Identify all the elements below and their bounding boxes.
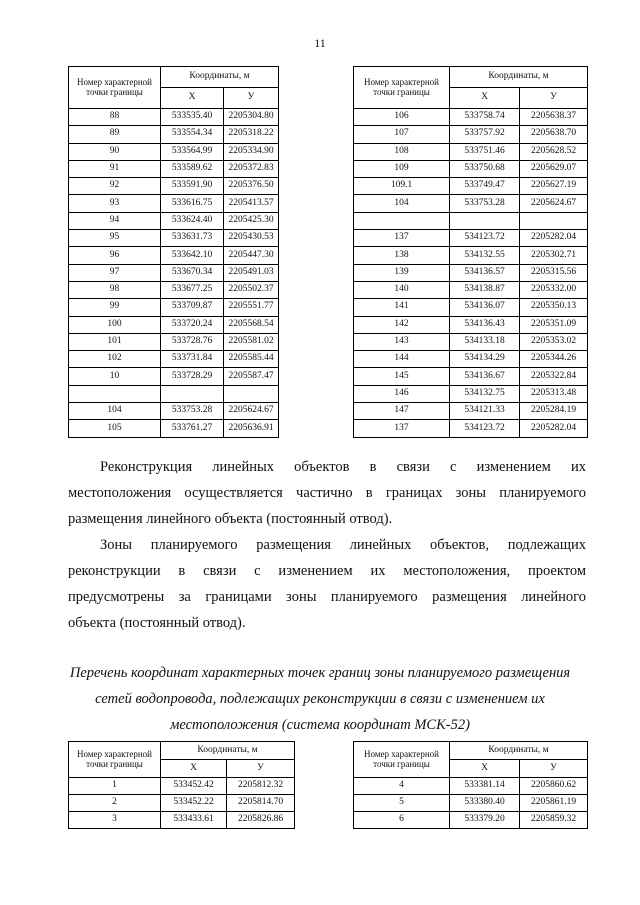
cell-x: 533728.76 [161,333,224,350]
page-number: 11 [314,36,326,50]
cell-x: 534136.57 [450,264,520,281]
cell-x: 533749.47 [450,178,520,195]
header-y: У [520,88,588,109]
cell-point: 104 [354,195,450,212]
cell-x: 533642.10 [161,247,224,264]
table-row [69,143,279,160]
cell-y [520,212,588,229]
table-row [69,333,279,350]
cell-y: 2205628.52 [520,143,588,160]
cell-y: 2205376.50 [224,178,279,195]
cell-y: 2205282.04 [520,230,588,247]
cell-y: 2205447.30 [224,247,279,264]
cell-x: 534121.33 [450,403,520,420]
paragraph-2-line: реконструкции в связи с изменением их местоположения, проектом [68,563,586,579]
cell-y: 2205282.04 [520,420,588,437]
cell-x [450,212,520,229]
cell-y: 2205304.80 [224,109,279,126]
cell-y: 2205638.70 [520,126,588,143]
header-point-number: Номер характерной точки границы [69,67,161,109]
cell-x: 533751.46 [450,143,520,160]
cell-point: 139 [354,264,450,281]
table-row [354,333,588,350]
cell-x: 534134.29 [450,351,520,368]
cell-x: 534138.87 [450,281,520,298]
header-point-number: Номер характерной точки границы [69,742,161,778]
table-row [354,316,588,333]
cell-x: 534136.67 [450,368,520,385]
cell-y: 2205636.91 [224,420,279,437]
header-point-number: Номер характерной точки границы [354,742,450,778]
cell-y: 2205861.19 [520,795,588,812]
table-row [69,264,279,281]
caption-line: местоположения (система координат МСК-52) [170,717,470,733]
cell-x: 533616.75 [161,195,224,212]
table-row [354,178,588,195]
cell-point: 137 [354,230,450,247]
cell-point: 4 [354,778,450,795]
cell-point: 143 [354,333,450,350]
table-row [354,778,588,795]
header-coordinates: Координаты, м [450,742,588,760]
cell-y: 2205551.77 [224,299,279,316]
cell-point [354,212,450,229]
cell-point: 146 [354,385,450,402]
cell-y: 2205315.56 [520,264,588,281]
table-row [69,316,279,333]
cell-y: 2205318.22 [224,126,279,143]
table-row [354,143,588,160]
paragraph-1 [68,454,586,532]
cell-point: 89 [69,126,161,143]
table-row [354,230,588,247]
cell-x: 533728.29 [161,368,224,385]
cell-x: 533631.73 [161,230,224,247]
header-x: X [450,760,520,778]
cell-point: 101 [69,333,161,350]
cell-y: 2205491.03 [224,264,279,281]
table-row [354,281,588,298]
cell-point: 88 [69,109,161,126]
cell-point: 91 [69,160,161,177]
table-row [354,212,588,229]
table-row [354,812,588,829]
cell-point: 94 [69,212,161,229]
cell-point: 99 [69,299,161,316]
cell-y: 2205638.37 [520,109,588,126]
cell-y: 2205322.84 [520,368,588,385]
table-row [69,126,279,143]
cell-point: 147 [354,403,450,420]
cell-point: 141 [354,299,450,316]
cell-y: 2205334.90 [224,143,279,160]
table-row [354,109,588,126]
cell-point: 95 [69,230,161,247]
cell-y: 2205826.86 [227,812,295,829]
table-row [354,351,588,368]
table-row [69,778,295,795]
cell-point: 90 [69,143,161,160]
header-coordinates: Координаты, м [161,67,279,88]
cell-y: 2205350.13 [520,299,588,316]
cell-y: 2205353.02 [520,333,588,350]
table-row [69,795,295,812]
table-row [69,299,279,316]
table-row [69,420,279,437]
cell-y: 2205502.37 [224,281,279,298]
cell-point: 108 [354,143,450,160]
cell-y: 2205568.54 [224,316,279,333]
table-row [69,281,279,298]
cell-x: 533750.68 [450,160,520,177]
cell-x: 533758.74 [450,109,520,126]
cell-x: 533589.62 [161,160,224,177]
paragraph-2-line: объекта (постоянный отвод). [68,615,246,631]
table-row [354,264,588,281]
table-row [69,403,279,420]
table-row [354,126,588,143]
cell-x: 533753.28 [161,403,224,420]
cell-y: 2205814.70 [227,795,295,812]
cell-x: 534132.75 [450,385,520,402]
cell-y: 2205624.67 [224,403,279,420]
cell-x: 533554.34 [161,126,224,143]
cell-y: 2205430.53 [224,230,279,247]
paragraph-1-line: местоположения осуществляется частично в границах зоны планируемого [68,485,586,501]
cell-y: 2205332.00 [520,281,588,298]
cell-y: 2205860.62 [520,778,588,795]
cell-x [161,385,224,402]
cell-x: 534133.18 [450,333,520,350]
cell-y: 2205425.30 [224,212,279,229]
cell-point: 105 [69,420,161,437]
coordinates-table-2-right [353,741,588,829]
table-row [354,420,588,437]
table-row [69,230,279,247]
cell-point: 145 [354,368,450,385]
cell-x: 533535.40 [161,109,224,126]
header-x: X [161,760,227,778]
cell-y: 2205859.32 [520,812,588,829]
paragraph-2-line: предусмотрены за границами зоны планируемого размещения линейного [68,589,586,605]
cell-x: 533761.27 [161,420,224,437]
cell-x: 533720.24 [161,316,224,333]
cell-point: 106 [354,109,450,126]
table-row [354,795,588,812]
table-row [69,385,279,402]
cell-y: 2205372.83 [224,160,279,177]
header-y: У [227,760,295,778]
cell-point: 102 [69,351,161,368]
table-row [354,299,588,316]
cell-point: 1 [69,778,161,795]
table-row [354,385,588,402]
cell-y: 2205313.48 [520,385,588,402]
cell-x: 533381.14 [450,778,520,795]
cell-x: 534136.43 [450,316,520,333]
cell-y: 2205624.67 [520,195,588,212]
cell-point: 142 [354,316,450,333]
table-row [69,195,279,212]
header-y: У [520,760,588,778]
header-x: X [161,88,224,109]
table-row [69,109,279,126]
cell-y: 2205344.26 [520,351,588,368]
cell-y: 2205581.02 [224,333,279,350]
header-coordinates: Координаты, м [161,742,295,760]
header-point-number: Номер характерной точки границы [354,67,450,109]
coordinates-table-1-left [68,66,279,438]
caption-line: сетей водопровода, подлежащих реконструкции в связи с изменением их [95,691,545,707]
cell-x: 533709.87 [161,299,224,316]
table-row [69,160,279,177]
coordinates-table-1-right [353,66,588,438]
cell-y: 2205627.19 [520,178,588,195]
cell-point: 92 [69,178,161,195]
table-row [354,247,588,264]
table-row [69,351,279,368]
paragraph-1-line: размещения линейного объекта (постоянный отвод). [68,511,393,527]
cell-y: 2205351.09 [520,316,588,333]
cell-y: 2205302.71 [520,247,588,264]
cell-x: 533591.90 [161,178,224,195]
cell-point: 109 [354,160,450,177]
cell-y [224,385,279,402]
table-row [354,403,588,420]
table-caption [40,660,600,738]
table-row [69,178,279,195]
cell-point [69,385,161,402]
cell-point: 3 [69,812,161,829]
table-row [354,195,588,212]
cell-point: 5 [354,795,450,812]
table-row [69,247,279,264]
cell-point: 107 [354,126,450,143]
cell-point: 6 [354,812,450,829]
cell-x: 533433.61 [161,812,227,829]
cell-x: 533380.40 [450,795,520,812]
table-row [69,368,279,385]
paragraph-2-line: Зоны планируемого размещения линейных объектов, подлежащих [100,537,586,553]
paragraph-2 [68,532,586,636]
cell-point: 93 [69,195,161,212]
coordinates-table-2-left [68,741,295,829]
cell-y: 2205812.32 [227,778,295,795]
cell-point: 109.1 [354,178,450,195]
caption-line: Перечень координат характерных точек границ зоны планируемого размещения [69,665,571,681]
cell-x: 533731.84 [161,351,224,368]
cell-x: 534132.55 [450,247,520,264]
table-row [354,160,588,177]
cell-x: 533757.92 [450,126,520,143]
cell-x: 533670.34 [161,264,224,281]
cell-y: 2205413.57 [224,195,279,212]
cell-y: 2205585.44 [224,351,279,368]
cell-point: 104 [69,403,161,420]
cell-y: 2205284.19 [520,403,588,420]
cell-point: 98 [69,281,161,298]
header-coordinates: Координаты, м [450,67,588,88]
table-row [354,368,588,385]
cell-x: 533677.25 [161,281,224,298]
cell-point: 10 [69,368,161,385]
cell-x: 533452.22 [161,795,227,812]
paragraph-1-line: Реконструкция линейных объектов в связи с изменением их [100,459,586,475]
cell-point: 140 [354,281,450,298]
cell-x: 533379.20 [450,812,520,829]
cell-point: 100 [69,316,161,333]
cell-point: 137 [354,420,450,437]
cell-point: 138 [354,247,450,264]
cell-point: 2 [69,795,161,812]
cell-x: 533624.40 [161,212,224,229]
header-x: X [450,88,520,109]
cell-y: 2205587.47 [224,368,279,385]
header-y: У [224,88,279,109]
cell-x: 533753.28 [450,195,520,212]
cell-y: 2205629.07 [520,160,588,177]
cell-x: 534136.07 [450,299,520,316]
cell-point: 144 [354,351,450,368]
cell-x: 533564.99 [161,143,224,160]
cell-x: 534123.72 [450,420,520,437]
table-row [69,812,295,829]
cell-x: 534123.72 [450,230,520,247]
cell-x: 533452.42 [161,778,227,795]
cell-point: 97 [69,264,161,281]
cell-point: 96 [69,247,161,264]
table-row [69,212,279,229]
